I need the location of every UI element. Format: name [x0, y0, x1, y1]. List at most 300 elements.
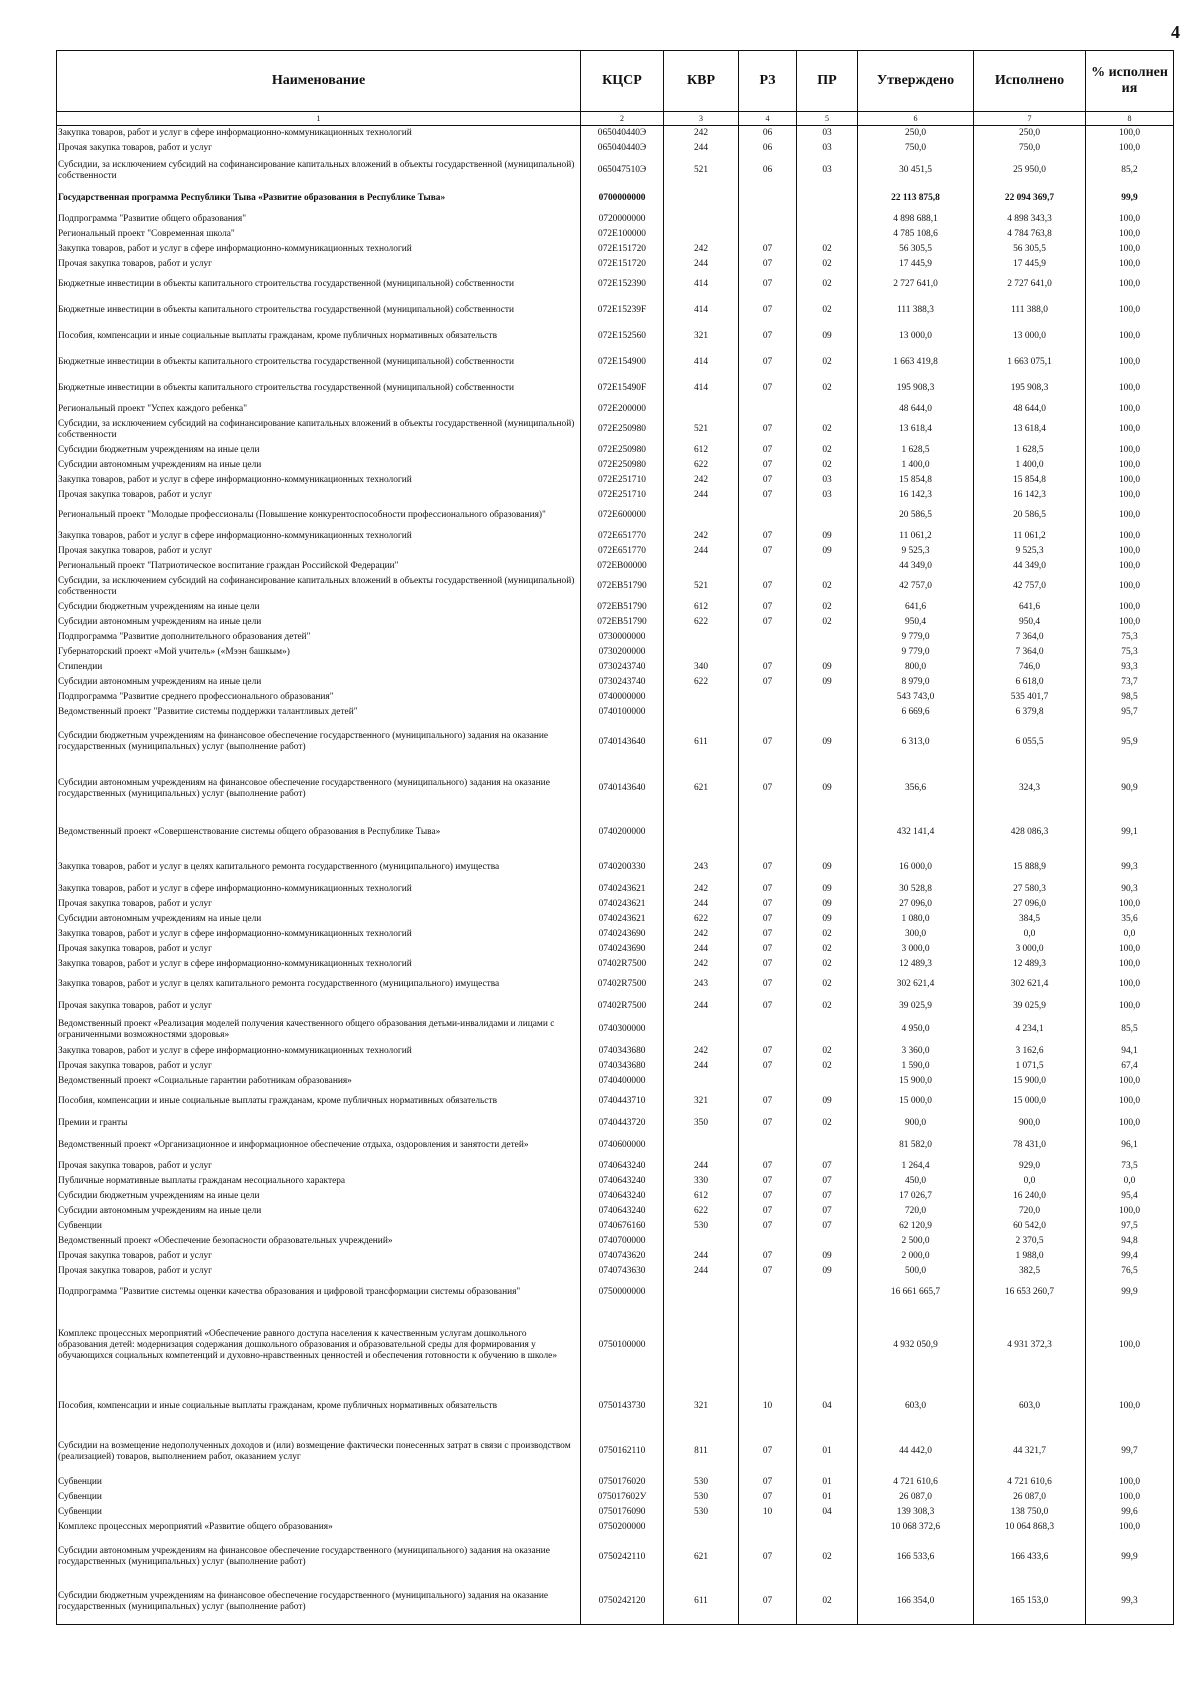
row-name: Бюджетные инвестиции в объекты капитального строительства государственной (муниципальной) собственности: [57, 298, 581, 324]
row-rz: 06: [739, 126, 797, 141]
row-rz: 07: [739, 350, 797, 376]
row-rz: [739, 630, 797, 645]
row-kvr: 242: [664, 473, 739, 488]
row-pr: 02: [797, 1044, 858, 1059]
row-approved: 4 950,0: [858, 1016, 974, 1044]
table-row: [57, 813, 1174, 853]
row-percent: 100,0: [1086, 1520, 1174, 1535]
row-approved: 356,6: [858, 765, 974, 813]
table-row: [57, 473, 1174, 488]
row-rz: 07: [739, 443, 797, 458]
row-rz: [739, 503, 797, 529]
row-name: Государственная программа Республики Тыва «Развитие образования в Республике Тыва»: [57, 186, 581, 212]
row-pr: 09: [797, 882, 858, 897]
row-approved: 81 582,0: [858, 1133, 974, 1159]
row-approved: 9 779,0: [858, 630, 974, 645]
row-rz: 07: [739, 1490, 797, 1505]
row-percent: 75,3: [1086, 630, 1174, 645]
row-pr: [797, 503, 858, 529]
row-rz: [739, 690, 797, 705]
row-name: Закупка товаров, работ и услуг в целях капитального ремонта государственного (муниципального) имущества: [57, 853, 581, 882]
row-name: Премии и гранты: [57, 1115, 581, 1133]
row-executed: 746,0: [974, 660, 1086, 675]
row-approved: 11 061,2: [858, 529, 974, 544]
table-row: [57, 1490, 1174, 1505]
row-executed: 60 542,0: [974, 1219, 1086, 1234]
row-name: Ведомственный проект «Реализация моделей получения качественного общего образования детьми-инвалидами и лицами с ограниченными возможностями здоровья»: [57, 1016, 581, 1044]
table-row: [57, 705, 1174, 720]
row-pr: 03: [797, 473, 858, 488]
row-executed: 929,0: [974, 1159, 1086, 1174]
row-percent: 99,3: [1086, 853, 1174, 882]
row-kvr: 612: [664, 443, 739, 458]
row-executed: 15 888,9: [974, 853, 1086, 882]
row-executed: 56 305,5: [974, 242, 1086, 257]
row-approved: 20 586,5: [858, 503, 974, 529]
row-pr: 01: [797, 1429, 858, 1475]
table-row: [57, 350, 1174, 376]
row-kcsr: 0740343680: [581, 1059, 664, 1074]
row-rz: 07: [739, 488, 797, 503]
row-name: Ведомственный проект «Совершенствование системы общего образования в Республике Тыва»: [57, 813, 581, 853]
row-kvr: [664, 1074, 739, 1089]
row-approved: 800,0: [858, 660, 974, 675]
row-kcsr: 0750143730: [581, 1385, 664, 1429]
row-rz: 07: [739, 1475, 797, 1490]
row-kcsr: 072E152560: [581, 324, 664, 350]
row-kcsr: 072E250980: [581, 458, 664, 473]
row-kcsr: 0740700000: [581, 1234, 664, 1249]
table-row: [57, 324, 1174, 350]
row-kvr: 414: [664, 298, 739, 324]
row-pr: 01: [797, 1490, 858, 1505]
row-name: Субсидии автономным учреждениям на иные цели: [57, 1204, 581, 1219]
row-kvr: [664, 1279, 739, 1307]
row-kvr: 244: [664, 488, 739, 503]
row-name: Прочая закупка товаров, работ и услуг: [57, 257, 581, 272]
table-row: [57, 1264, 1174, 1279]
row-name: Закупка товаров, работ и услуг в сфере информационно-коммуникационных технологий: [57, 126, 581, 141]
row-executed: 27 096,0: [974, 897, 1086, 912]
row-pr: 02: [797, 957, 858, 972]
header-rz: РЗ: [739, 51, 797, 112]
row-name: Комплекс процессных мероприятий «Обеспечение равного доступа населения к качественным услугам дошкольного образования детей: модернизация содержания дошкольного образования и образовательной среды для формирования у обучающихся социальных компетенций и духовно-нравственных ценностей и обеспечения готовности к обучению в школе»: [57, 1307, 581, 1385]
row-pr: [797, 1234, 858, 1249]
row-name: Бюджетные инвестиции в объекты капитального строительства государственной (муниципальной) собственности: [57, 350, 581, 376]
row-rz: 07: [739, 544, 797, 559]
row-executed: 1 400,0: [974, 458, 1086, 473]
row-approved: 22 113 875,8: [858, 186, 974, 212]
row-percent: 100,0: [1086, 272, 1174, 298]
row-kcsr: 0740143640: [581, 765, 664, 813]
row-kvr: 244: [664, 1264, 739, 1279]
row-executed: 78 431,0: [974, 1133, 1086, 1159]
row-approved: 543 743,0: [858, 690, 974, 705]
row-executed: 250,0: [974, 126, 1086, 141]
row-rz: 07: [739, 529, 797, 544]
row-percent: 99,3: [1086, 1580, 1174, 1625]
row-rz: 07: [739, 897, 797, 912]
row-pr: [797, 1133, 858, 1159]
row-approved: 16 661 665,7: [858, 1279, 974, 1307]
row-approved: 16 000,0: [858, 853, 974, 882]
row-kcsr: 0730000000: [581, 630, 664, 645]
row-executed: 324,3: [974, 765, 1086, 813]
row-kvr: 242: [664, 882, 739, 897]
row-executed: 27 580,3: [974, 882, 1086, 897]
row-percent: 73,7: [1086, 675, 1174, 690]
row-kvr: 811: [664, 1429, 739, 1475]
row-rz: 07: [739, 1580, 797, 1625]
row-pr: [797, 705, 858, 720]
column-number-row: [57, 112, 1174, 126]
row-kvr: 242: [664, 529, 739, 544]
table-row: [57, 141, 1174, 156]
row-percent: 100,0: [1086, 529, 1174, 544]
row-rz: 07: [739, 242, 797, 257]
row-percent: 85,5: [1086, 1016, 1174, 1044]
table-row: [57, 1535, 1174, 1580]
row-pr: 02: [797, 998, 858, 1016]
row-approved: 4 785 108,6: [858, 227, 974, 242]
table-row: [57, 488, 1174, 503]
row-name: Прочая закупка товаров, работ и услуг: [57, 897, 581, 912]
row-pr: 09: [797, 529, 858, 544]
table-row: [57, 1074, 1174, 1089]
row-pr: 02: [797, 443, 858, 458]
row-rz: 10: [739, 1385, 797, 1429]
row-pr: 02: [797, 458, 858, 473]
table-row: [57, 1475, 1174, 1490]
row-pr: [797, 186, 858, 212]
row-name: Региональный проект "Молодые профессионалы (Повышение конкурентоспособности профессионального образования)": [57, 503, 581, 529]
row-approved: 1 628,5: [858, 443, 974, 458]
row-kcsr: 07402R7500: [581, 957, 664, 972]
row-executed: 4 784 763,8: [974, 227, 1086, 242]
row-kcsr: 072E651770: [581, 544, 664, 559]
row-percent: 99,4: [1086, 1249, 1174, 1264]
row-name: Закупка товаров, работ и услуг в сфере информационно-коммуникационных технологий: [57, 529, 581, 544]
row-pr: 07: [797, 1204, 858, 1219]
row-executed: 750,0: [974, 141, 1086, 156]
column-number: 2: [581, 112, 664, 126]
table-body: [57, 126, 1174, 1625]
row-pr: [797, 402, 858, 417]
row-approved: 950,4: [858, 615, 974, 630]
row-kcsr: 0740743620: [581, 1249, 664, 1264]
table-row: [57, 186, 1174, 212]
row-rz: 07: [739, 1429, 797, 1475]
row-executed: 39 025,9: [974, 998, 1086, 1016]
row-name: Субсидии автономным учреждениям на иные цели: [57, 615, 581, 630]
row-executed: 15 000,0: [974, 1089, 1086, 1115]
row-executed: 195 908,3: [974, 376, 1086, 402]
row-pr: [797, 1074, 858, 1089]
row-rz: [739, 1133, 797, 1159]
table-row: [57, 853, 1174, 882]
header-percent: % исполнен ия: [1086, 51, 1174, 112]
row-approved: 15 000,0: [858, 1089, 974, 1115]
row-kvr: 521: [664, 574, 739, 600]
row-kvr: 521: [664, 156, 739, 186]
row-name: Бюджетные инвестиции в объекты капитального строительства государственной (муниципальной) собственности: [57, 272, 581, 298]
row-percent: 99,9: [1086, 1535, 1174, 1580]
table-row: [57, 1059, 1174, 1074]
row-pr: 09: [797, 324, 858, 350]
row-percent: 100,0: [1086, 1089, 1174, 1115]
row-executed: 26 087,0: [974, 1490, 1086, 1505]
row-approved: 56 305,5: [858, 242, 974, 257]
row-name: Стипендии: [57, 660, 581, 675]
table-row: [57, 1429, 1174, 1475]
row-kvr: 242: [664, 1044, 739, 1059]
row-approved: 13 000,0: [858, 324, 974, 350]
row-name: Субсидии бюджетным учреждениям на иные цели: [57, 600, 581, 615]
row-pr: [797, 630, 858, 645]
row-executed: 13 618,4: [974, 417, 1086, 443]
row-pr: 02: [797, 1115, 858, 1133]
row-name: Субсидии, за исключением субсидий на софинансирование капитальных вложений в объекты государственной (муниципальной) собственности: [57, 156, 581, 186]
row-name: Субсидии, за исключением субсидий на софинансирование капитальных вложений в объекты государственной (муниципальной) собственности: [57, 417, 581, 443]
row-executed: 3 000,0: [974, 942, 1086, 957]
row-percent: 100,0: [1086, 488, 1174, 503]
row-kcsr: 0750242110: [581, 1535, 664, 1580]
row-approved: 15 900,0: [858, 1074, 974, 1089]
row-kvr: [664, 1234, 739, 1249]
row-pr: 02: [797, 298, 858, 324]
row-kvr: 244: [664, 1059, 739, 1074]
row-rz: 07: [739, 1059, 797, 1074]
row-name: Пособия, компенсации и иные социальные выплаты гражданам, кроме публичных нормативных обязательств: [57, 1089, 581, 1115]
row-kcsr: 0750242120: [581, 1580, 664, 1625]
row-rz: [739, 1074, 797, 1089]
table-row: [57, 458, 1174, 473]
row-executed: 16 653 260,7: [974, 1279, 1086, 1307]
row-executed: 16 142,3: [974, 488, 1086, 503]
row-executed: 950,4: [974, 615, 1086, 630]
row-name: Пособия, компенсации и иные социальные выплаты гражданам, кроме публичных нормативных обязательств: [57, 1385, 581, 1429]
row-executed: 535 401,7: [974, 690, 1086, 705]
row-kcsr: 0740100000: [581, 705, 664, 720]
row-kcsr: 0750200000: [581, 1520, 664, 1535]
row-name: Субвенции: [57, 1475, 581, 1490]
table-row: [57, 417, 1174, 443]
row-rz: [739, 1016, 797, 1044]
row-kcsr: 0740643240: [581, 1189, 664, 1204]
row-pr: 09: [797, 1089, 858, 1115]
row-executed: 6 055,5: [974, 720, 1086, 765]
row-name: Ведомственный проект "Развитие системы поддержки талантливых детей": [57, 705, 581, 720]
row-kcsr: 072EB51790: [581, 615, 664, 630]
row-kcsr: 072E600000: [581, 503, 664, 529]
row-rz: 07: [739, 1535, 797, 1580]
row-percent: 100,0: [1086, 1074, 1174, 1089]
table-row: [57, 1505, 1174, 1520]
row-approved: 1 400,0: [858, 458, 974, 473]
row-executed: 1 663 075,1: [974, 350, 1086, 376]
row-approved: 641,6: [858, 600, 974, 615]
row-approved: 4 721 610,6: [858, 1475, 974, 1490]
row-kvr: [664, 227, 739, 242]
row-rz: [739, 813, 797, 853]
row-percent: 100,0: [1086, 402, 1174, 417]
table-row: [57, 503, 1174, 529]
table-row: [57, 529, 1174, 544]
row-kcsr: 0740200000: [581, 813, 664, 853]
row-approved: 302 621,4: [858, 972, 974, 998]
row-percent: 100,0: [1086, 126, 1174, 141]
row-executed: 9 525,3: [974, 544, 1086, 559]
row-percent: 99,7: [1086, 1429, 1174, 1475]
row-pr: [797, 1016, 858, 1044]
row-percent: 95,7: [1086, 705, 1174, 720]
row-percent: 100,0: [1086, 417, 1174, 443]
row-pr: 03: [797, 126, 858, 141]
row-name: Бюджетные инвестиции в объекты капитального строительства государственной (муниципальной) собственности: [57, 376, 581, 402]
table-row: [57, 957, 1174, 972]
table-row: [57, 645, 1174, 660]
row-percent: 100,0: [1086, 544, 1174, 559]
row-approved: 4 898 688,1: [858, 212, 974, 227]
row-approved: 26 087,0: [858, 1490, 974, 1505]
row-executed: 1 988,0: [974, 1249, 1086, 1264]
row-rz: [739, 227, 797, 242]
row-percent: 94,8: [1086, 1234, 1174, 1249]
row-executed: 166 433,6: [974, 1535, 1086, 1580]
table-row: [57, 1520, 1174, 1535]
row-pr: [797, 1279, 858, 1307]
row-percent: 73,5: [1086, 1159, 1174, 1174]
table-row: [57, 1016, 1174, 1044]
row-kvr: [664, 1307, 739, 1385]
row-approved: 300,0: [858, 927, 974, 942]
row-approved: 6 313,0: [858, 720, 974, 765]
row-percent: 100,0: [1086, 1204, 1174, 1219]
row-kvr: [664, 690, 739, 705]
row-pr: 02: [797, 1059, 858, 1074]
row-name: Субвенции: [57, 1505, 581, 1520]
row-kcsr: 0740143640: [581, 720, 664, 765]
row-kcsr: 0740243621: [581, 897, 664, 912]
row-percent: 96,1: [1086, 1133, 1174, 1159]
row-pr: 03: [797, 156, 858, 186]
row-executed: 382,5: [974, 1264, 1086, 1279]
row-kvr: 612: [664, 1189, 739, 1204]
row-kvr: 321: [664, 324, 739, 350]
row-executed: 900,0: [974, 1115, 1086, 1133]
row-name: Прочая закупка товаров, работ и услуг: [57, 1264, 581, 1279]
row-kvr: 622: [664, 912, 739, 927]
row-percent: 100,0: [1086, 242, 1174, 257]
row-kvr: [664, 705, 739, 720]
row-approved: 111 388,3: [858, 298, 974, 324]
row-percent: 100,0: [1086, 298, 1174, 324]
table-row: [57, 1204, 1174, 1219]
row-approved: 603,0: [858, 1385, 974, 1429]
table-row: [57, 1249, 1174, 1264]
header-row: [57, 51, 1174, 112]
row-name: Прочая закупка товаров, работ и услуг: [57, 998, 581, 1016]
row-kcsr: 072E152390: [581, 272, 664, 298]
row-kcsr: 0740643240: [581, 1204, 664, 1219]
row-kvr: 244: [664, 942, 739, 957]
row-rz: 07: [739, 473, 797, 488]
row-kvr: 521: [664, 417, 739, 443]
row-executed: 4 234,1: [974, 1016, 1086, 1044]
row-percent: 100,0: [1086, 141, 1174, 156]
column-number: 5: [797, 112, 858, 126]
row-kcsr: 072EB51790: [581, 574, 664, 600]
row-kvr: 242: [664, 957, 739, 972]
row-approved: 13 618,4: [858, 417, 974, 443]
row-rz: 07: [739, 272, 797, 298]
row-rz: [739, 1279, 797, 1307]
row-executed: 111 388,0: [974, 298, 1086, 324]
row-executed: 720,0: [974, 1204, 1086, 1219]
row-approved: 2 727 641,0: [858, 272, 974, 298]
row-kvr: 321: [664, 1089, 739, 1115]
row-kvr: 244: [664, 998, 739, 1016]
row-percent: 35,6: [1086, 912, 1174, 927]
row-rz: 07: [739, 765, 797, 813]
row-approved: 450,0: [858, 1174, 974, 1189]
row-percent: 100,0: [1086, 957, 1174, 972]
row-pr: 02: [797, 376, 858, 402]
row-kvr: 414: [664, 272, 739, 298]
row-kcsr: 072E251710: [581, 488, 664, 503]
row-approved: 4 932 050,9: [858, 1307, 974, 1385]
row-executed: 7 364,0: [974, 630, 1086, 645]
row-approved: 17 445,9: [858, 257, 974, 272]
row-percent: 100,0: [1086, 257, 1174, 272]
row-percent: 95,4: [1086, 1189, 1174, 1204]
row-name: Прочая закупка товаров, работ и услуг: [57, 544, 581, 559]
row-rz: 07: [739, 927, 797, 942]
row-percent: 76,5: [1086, 1264, 1174, 1279]
header-name: Наименование: [57, 51, 581, 112]
row-kvr: 243: [664, 853, 739, 882]
row-pr: 09: [797, 660, 858, 675]
table-row: [57, 1044, 1174, 1059]
row-rz: 06: [739, 156, 797, 186]
row-executed: 384,5: [974, 912, 1086, 927]
row-rz: 07: [739, 1174, 797, 1189]
row-executed: 11 061,2: [974, 529, 1086, 544]
row-pr: 04: [797, 1385, 858, 1429]
table-row: [57, 1580, 1174, 1625]
row-kcsr: 072E154900: [581, 350, 664, 376]
row-approved: 166 354,0: [858, 1580, 974, 1625]
row-approved: 17 026,7: [858, 1189, 974, 1204]
row-pr: 09: [797, 720, 858, 765]
row-executed: 17 445,9: [974, 257, 1086, 272]
row-name: Закупка товаров, работ и услуг в сфере информационно-коммуникационных технологий: [57, 927, 581, 942]
row-kvr: 530: [664, 1490, 739, 1505]
row-kvr: 244: [664, 141, 739, 156]
row-kvr: 244: [664, 897, 739, 912]
row-approved: 1 663 419,8: [858, 350, 974, 376]
row-kcsr: 0750176020: [581, 1475, 664, 1490]
row-kcsr: 0740000000: [581, 690, 664, 705]
row-approved: 1 080,0: [858, 912, 974, 927]
row-executed: 603,0: [974, 1385, 1086, 1429]
row-rz: 07: [739, 376, 797, 402]
row-rz: 07: [739, 912, 797, 927]
row-approved: 750,0: [858, 141, 974, 156]
row-kvr: [664, 212, 739, 227]
row-kcsr: 0730243740: [581, 660, 664, 675]
row-kvr: 242: [664, 927, 739, 942]
